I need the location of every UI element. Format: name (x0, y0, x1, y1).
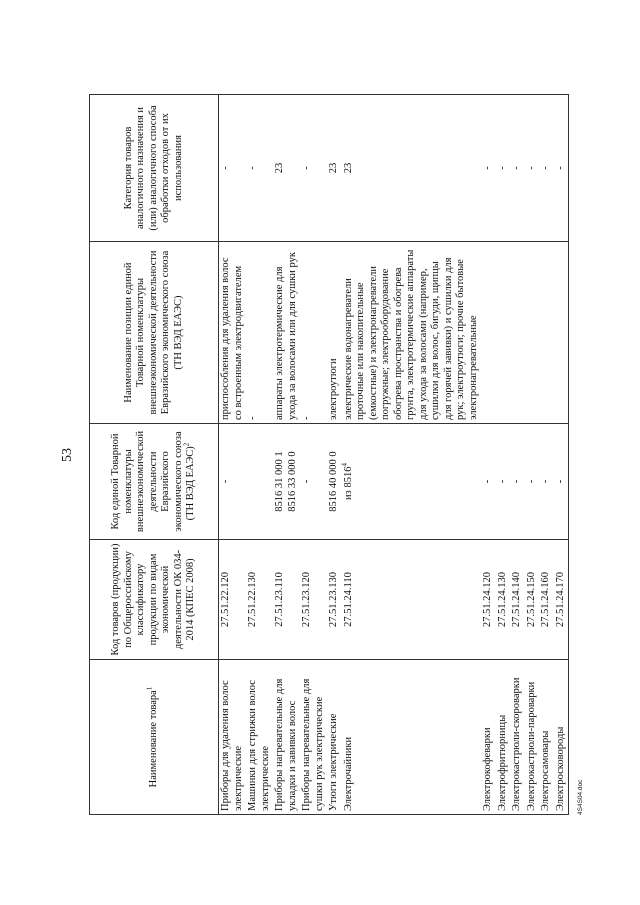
row-okpd-code: 27.51.24.110 (342, 540, 482, 660)
table-row (525, 95, 540, 815)
row-position-name: электрические водонагреватели проточные или накопительные (емкостные) и электронагреватели погружные; электрооборудование обогрева пространства и обогрева грунта, электротермические аппараты для ухода за волосами (например, сушилки для волос, бигуди, щипцы для горячей завивки) и сушилки для рук; электроутюги; прочие бытовые электронагревательные (342, 242, 482, 424)
row-category: - (539, 95, 554, 242)
row-name: Электрочайники (342, 660, 482, 815)
row-name: Электрофритюрницы (496, 660, 511, 815)
table-row (246, 95, 273, 815)
row-okpd-code: 27.51.24.130 (496, 540, 511, 660)
row-name: Приборы нагревательные для сушки рук электрические (300, 660, 327, 815)
table-row (496, 95, 511, 815)
row-tnved-code (246, 424, 273, 540)
row-position-name (510, 242, 525, 424)
footer-code: 4S4S04.doc (577, 779, 584, 815)
row-category: - (300, 95, 327, 242)
row-okpd-code: 27.51.24.160 (539, 540, 554, 660)
row-tnved-code: - (496, 424, 511, 540)
table-row (481, 95, 496, 815)
row-name: Электросамовары (539, 660, 554, 815)
row-okpd-code: 27.51.22.120 (219, 540, 247, 660)
row-category: - (554, 95, 569, 242)
row-okpd-code: 27.51.24.170 (554, 540, 569, 660)
row-tnved-code: - (554, 424, 569, 540)
table-row (327, 95, 342, 815)
table-row (219, 95, 247, 815)
row-name: Электросковороды (554, 660, 569, 815)
goods-table (89, 94, 569, 815)
row-position-name: - (246, 242, 273, 424)
row-position-name (554, 242, 569, 424)
row-category: 23 (342, 95, 482, 242)
row-okpd-code: 27.51.24.150 (525, 540, 540, 660)
rotated-page (55, 95, 593, 815)
row-okpd-code: 27.51.23.110 (273, 540, 300, 660)
row-tnved-code: - (481, 424, 496, 540)
header-tnved: Код единой Товарной номенклатуры внешнеэкономической деятельности Евразийского экономического союза (ТН ВЭД ЕАЭС)$^2$ (90, 424, 219, 540)
row-name: Утюги электрические (327, 660, 342, 815)
table-row (273, 95, 300, 815)
row-position-name: аппараты электротермические для ухода за волосами или для сушки рук (273, 242, 300, 424)
footnote-mark: 4 (340, 463, 348, 467)
row-okpd-code: 27.51.23.130 (327, 540, 342, 660)
header-okpd: Код товаров (продукции) по Общероссийскому классификатору продукции по видам экономической деятельности ОК 034-2014 (КПЕС 2008) (90, 540, 219, 660)
row-category: 23 (327, 95, 342, 242)
row-category: 23 (273, 95, 300, 242)
row-okpd-code: 27.51.24.120 (481, 540, 496, 660)
row-tnved-code: из 8516$^4$ (342, 424, 482, 540)
row-tnved-code: - (219, 424, 247, 540)
row-position-name (539, 242, 554, 424)
table-row (300, 95, 327, 815)
table-body (219, 95, 569, 815)
page-number: 53 (60, 448, 75, 462)
row-tnved-code: - (300, 424, 327, 540)
row-category: - (481, 95, 496, 242)
row-tnved-code: - (510, 424, 525, 540)
header-row (90, 95, 219, 815)
header-position: Наименование позиции единой Товарной номенклатуры внешнеэкономической деятельности Евразийского экономического союза (ТН ВЭД ЕАЭС) (90, 242, 219, 424)
row-position-name: - (300, 242, 327, 424)
row-category: - (510, 95, 525, 242)
header-category: Категория товаров аналогичного назначения и (или) аналогичного способа обработки отходов от их использования (90, 95, 219, 242)
footnote-mark: 1 (145, 686, 154, 691)
header-name: Наименование товара$^1$ (90, 660, 219, 815)
row-name: Электрокофеварки (481, 660, 496, 815)
row-position-name (525, 242, 540, 424)
row-name: Машинки для стрижки волос электрические (246, 660, 273, 815)
table-row (539, 95, 554, 815)
row-category: - (246, 95, 273, 242)
row-tnved-code: - (539, 424, 554, 540)
table-row (554, 95, 569, 815)
row-position-name: приспособления для удаления волос со встроенным электродвигателем (219, 242, 247, 424)
row-okpd-code: 27.51.23.120 (300, 540, 327, 660)
table-row (342, 95, 482, 815)
row-position-name (496, 242, 511, 424)
row-name: Электрокастрюли-скороварки (510, 660, 525, 815)
row-okpd-code: 27.51.22.130 (246, 540, 273, 660)
row-position-name: электроутюги (327, 242, 342, 424)
row-category: - (525, 95, 540, 242)
row-name: Электрокастрюли-пароварки (525, 660, 540, 815)
row-tnved-code: 8516 40 000 0 (327, 424, 342, 540)
row-tnved-code: - (525, 424, 540, 540)
footnote-mark: 2 (182, 442, 191, 447)
row-category: - (219, 95, 247, 242)
row-tnved-code: 8516 31 000 1 8516 33 000 0 (273, 424, 300, 540)
row-category: - (496, 95, 511, 242)
row-okpd-code: 27.51.24.140 (510, 540, 525, 660)
row-name: Приборы для удаления волос электрические (219, 660, 247, 815)
row-name: Приборы нагревательные для укладки и завивки волос (273, 660, 300, 815)
table-row (510, 95, 525, 815)
row-position-name (481, 242, 496, 424)
